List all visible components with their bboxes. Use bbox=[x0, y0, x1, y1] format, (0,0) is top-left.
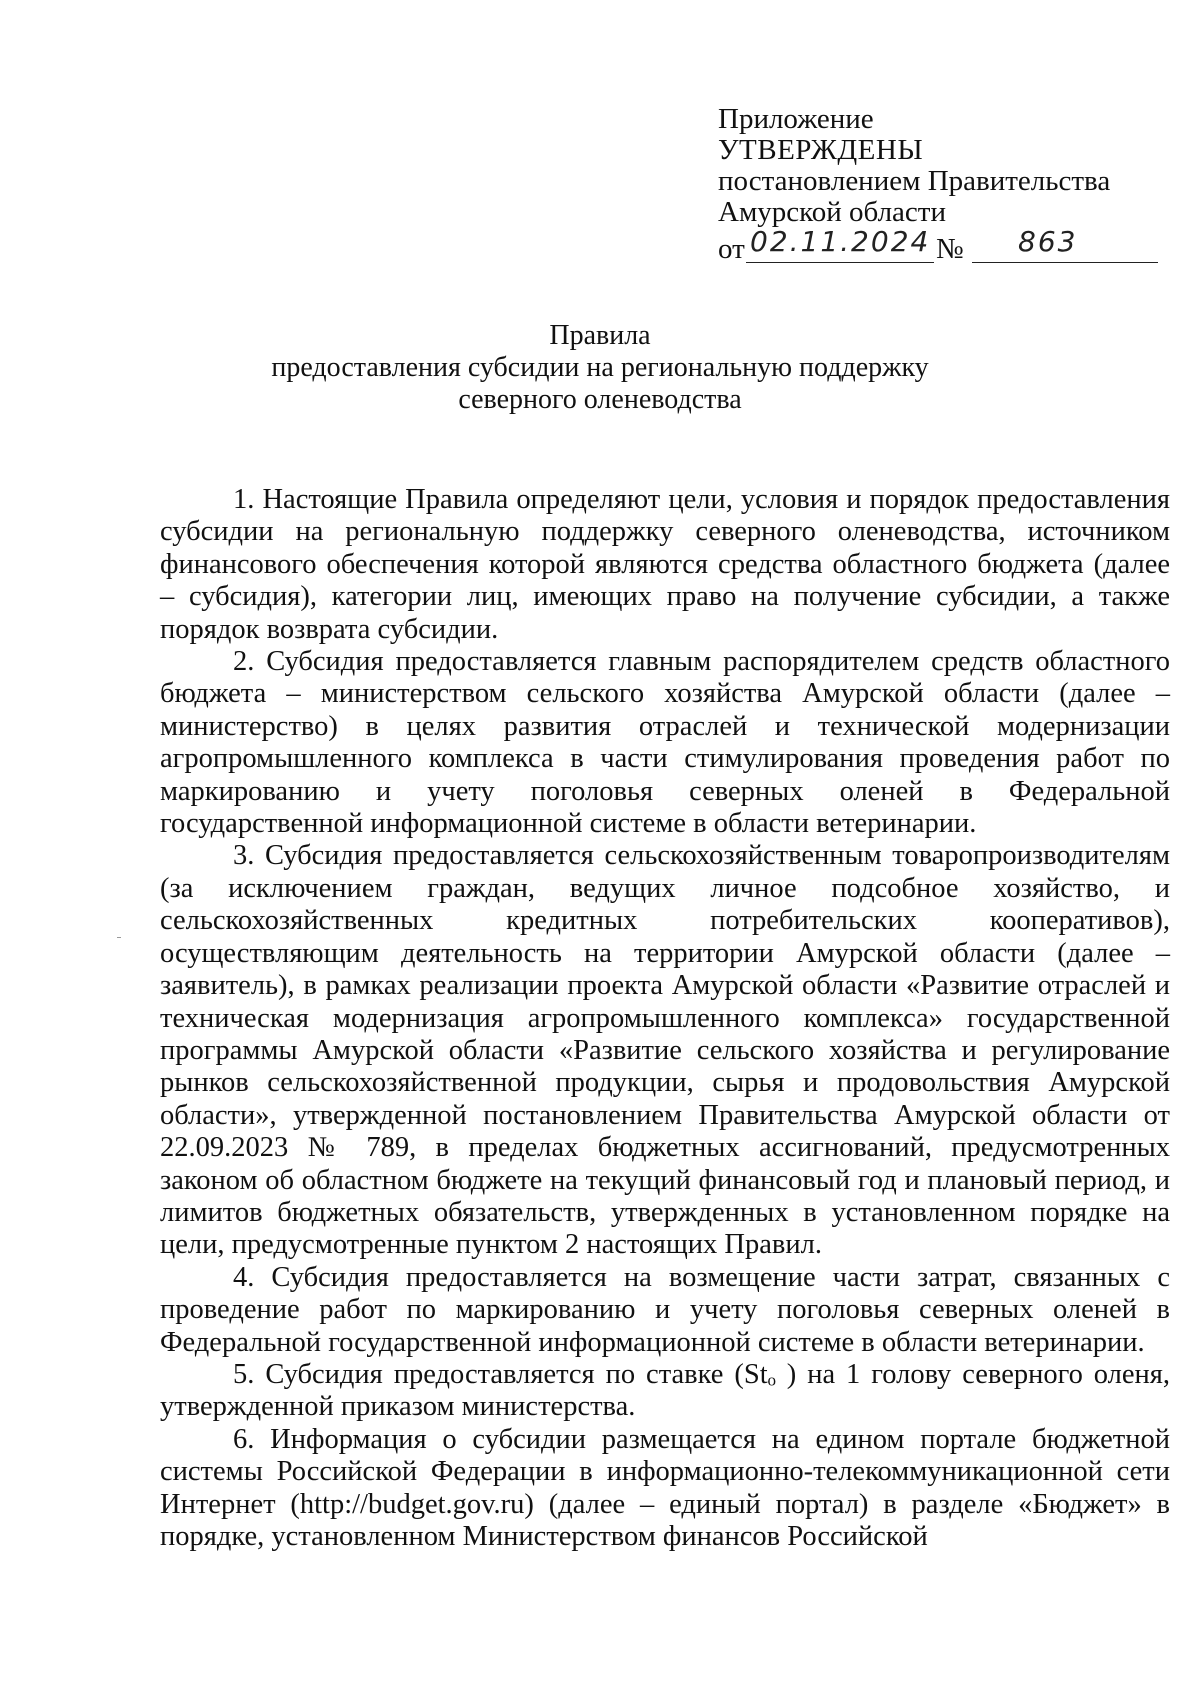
date-prefix: от bbox=[718, 233, 745, 265]
appendix-label: Приложение bbox=[718, 103, 874, 135]
paragraph-4: 4. Субсидия предоставляется на возмещение части затрат, связанных с проведение работ по маркированию и учету поголовья северных оленей в Федеральной государственной информационной системе в области ветеринарии. bbox=[160, 1261, 1170, 1358]
approval-block bbox=[718, 104, 1158, 268]
approved-label: УТВЕРЖДЕНЫ bbox=[718, 134, 924, 166]
title-line-3: северного оленеводства bbox=[458, 384, 742, 415]
date-number-line bbox=[718, 225, 1158, 268]
title-line-2: предоставления субсидии на региональную поддержку bbox=[271, 352, 929, 383]
handwritten-date: 02.11.2024 bbox=[750, 225, 931, 258]
paragraph-2: 2. Субсидия предоставляется главным распорядителем средств областного бюджета – министерством сельского хозяйства Амурской области (далее – министерство) в целях развития отраслей и технической модернизации агропромышленного комплекса в части стимулирования проведения работ по маркированию и учету поголовья северных оленей в Федеральной государственной информационной системе в области ветеринарии. bbox=[160, 646, 1170, 840]
paragraph-6: 6. Информация о субсидии размещается на едином портале бюджетной системы Российской Федерации в информационно-телекоммуникационной сети Интернет (http://budget.gov.ru) (далее – единый портал) в разделе «Бюджет» в порядке, установленном Министерством финансов Российской bbox=[160, 1423, 1170, 1552]
document-body bbox=[160, 484, 1170, 1553]
number-sign: № bbox=[936, 233, 964, 265]
paragraph-5: 5. Субсидия предоставляется по ставке (Stₒ ) на 1 голову северного оленя, утвержденной приказом министерства. bbox=[160, 1358, 1170, 1423]
margin-mark bbox=[117, 937, 121, 938]
number-underline bbox=[972, 262, 1158, 263]
paragraph-3: 3. Субсидия предоставляется сельскохозяйственным товаропроизводителям (за исключением граждан, ведущих личное подсобное хозяйство, и сельскохозяйственных кредитных потребительских кооперативов), осуществляющим деятельность на территории Амурской области (далее – заявитель), в рамках реализации проекта Амурской области «Развитие отраслей и техническая модернизация агропромышленного комплекса» государственной программы Амурской области «Развитие сельского хозяйства и регулирование рынков сельскохозяйственной продукции, сырья и продовольствия Амурской области», утвержденной постановлением Правительства Амурской области от 22.09.2023 № 789, в пределах бюджетных ассигнований, предусмотренных законом об областном бюджете на текущий финансовый год и плановый период, и лимитов бюджетных обязательств, утвержденных в установленном порядке на цели, предусмотренные пунктом 2 настоящих Правил. bbox=[160, 840, 1170, 1261]
date-underline bbox=[746, 262, 934, 263]
paragraph-1: 1. Настоящие Правила определяют цели, условия и порядок предоставления субсидии на региональную поддержку северного оленеводства, источником финансового обеспечения которой являются средства областного бюджета (далее – субсидия), категории лиц, имеющих право на получение субсидии, а также порядок возврата субсидии. bbox=[160, 484, 1170, 645]
handwritten-number: 863 bbox=[1018, 225, 1078, 258]
title-line-1: Правила bbox=[549, 320, 651, 351]
region-label: Амурской области bbox=[718, 196, 946, 228]
document-title bbox=[0, 320, 1200, 416]
resolution-label: постановлением Правительства bbox=[718, 165, 1111, 197]
